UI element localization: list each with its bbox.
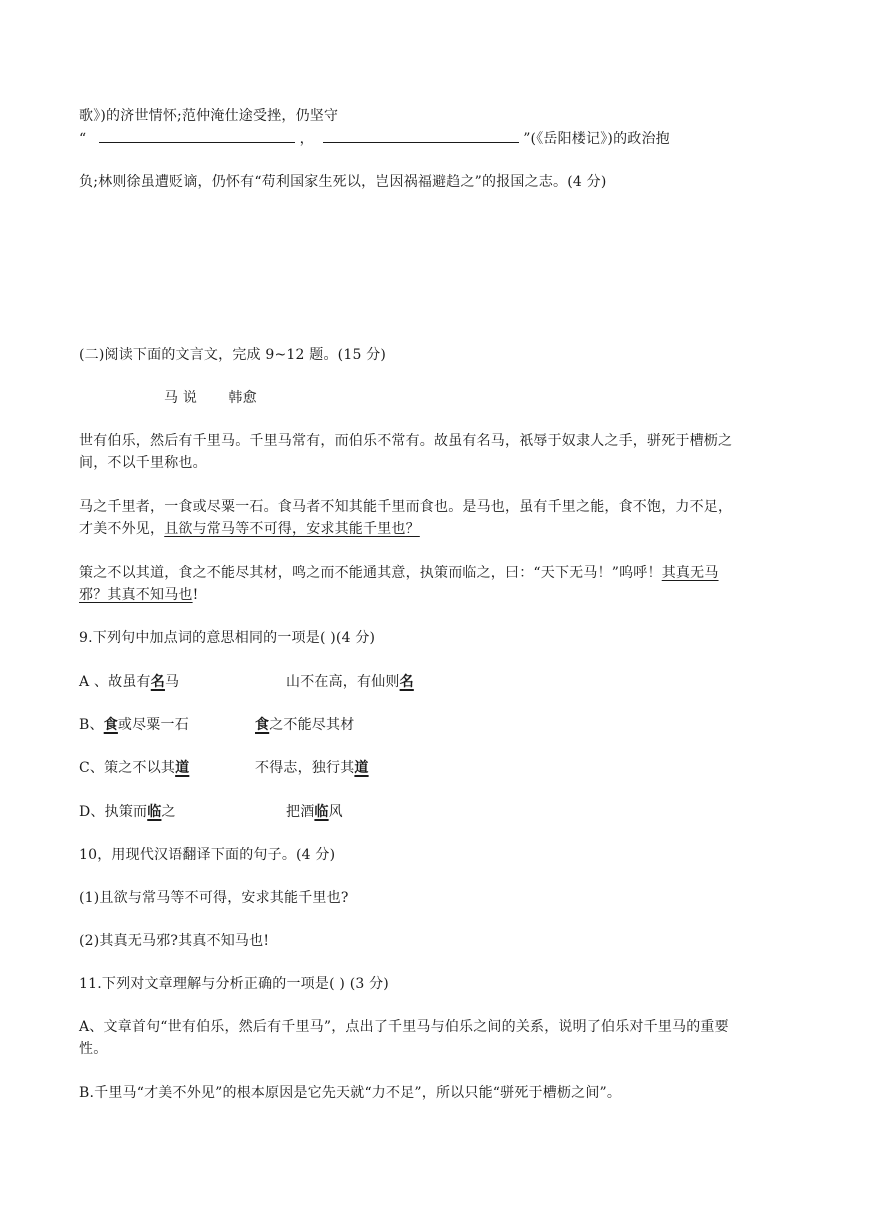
q9-b-left-post: 或尽粟一石: [117, 717, 189, 733]
q11-option-a-line-2: 性。: [79, 1041, 108, 1057]
q9-b-left-key: 食: [103, 717, 118, 733]
q11-option-b-line-1: B.千里马“才美不外见”的根本原因是它先天就“力不足”，所以只能“骈死于槽枥之间”。: [79, 1085, 622, 1101]
q9-option-c: [79, 758, 369, 778]
answer-blank-2[interactable]: [323, 128, 519, 143]
q9-a-left-key: 名: [150, 674, 165, 690]
open-quote: “: [79, 131, 87, 147]
q9-option-a: [79, 672, 414, 692]
fill-blank-line-3: 负;林则徐虽遭贬谪，仍怀有“苟利国家生死以，岂因祸福避趋之”的报国之志。(4 分): [79, 174, 607, 190]
q9-a-left-post: 马: [164, 674, 180, 690]
q10-stem: 10，用现代汉语翻译下面的句子。(4 分): [79, 847, 336, 863]
q11-stem: 11.下列对文章理解与分析正确的一项是( ) (3 分): [79, 976, 389, 992]
passage-p3-line-1: [79, 563, 719, 583]
passage-underlined-sentence-2a: 其真无马: [661, 565, 719, 581]
q9-a-left-pre: A 、故虽有: [79, 674, 151, 690]
q9-c-left-pre: C、策之不以其: [79, 760, 176, 776]
q9-d-right: 把酒临风: [286, 804, 343, 820]
answer-blank-1[interactable]: [99, 128, 295, 143]
passage-p2-plain: 才美不外见，: [79, 521, 165, 537]
essay-title-row: [164, 388, 257, 408]
q9-c-right: 不得志，独行其道: [255, 760, 369, 776]
fill-blank-line-2: [79, 128, 670, 149]
q9-stem: 9.下列句中加点词的意思相同的一项是( )(4 分): [79, 630, 376, 646]
q9-d-left-pre: D、执策而: [79, 804, 148, 820]
passage-p3-line-2: [79, 585, 198, 605]
passage-p3-end: !: [192, 587, 199, 603]
section-intro: (二)阅读下面的文言文，完成 9~12 题。(15 分): [79, 347, 387, 363]
q9-b-left-pre: B、: [79, 717, 104, 733]
q9-d-right-key: 临: [314, 804, 329, 820]
passage-p1-line-2: 间，不以千里称也。: [79, 455, 207, 471]
q9-a-right-key: 名: [399, 674, 414, 690]
blank-source: ”(《岳阳楼记》)的政治抱: [523, 131, 670, 147]
q9-d-left-key: 临: [147, 804, 162, 820]
passage-p2-line-1: 马之千里者，一食或尽粟一石。食马者不知其能千里而食也。是马也，虽有千里之能，食不饱，力不足，: [79, 499, 733, 515]
q9-option-b: [79, 715, 355, 735]
passage-underlined-sentence-1: 且欲与常马等不可得，安求其能千里也？: [164, 521, 420, 537]
q10-sentence-1: (1)且欲与常马等不可得，安求其能千里也?: [79, 890, 349, 906]
blank-comma: ，: [299, 131, 314, 147]
q11-option-a-line-1: A、文章首句“世有伯乐，然后有千里马”，点出了千里马与伯乐之间的关系，说明了伯乐对千里马的重要: [79, 1019, 729, 1035]
passage-p1-line-1: 世有伯乐，然后有千里马。千里马常有，而伯乐不常有。故虽有名马，祇辱于奴隶人之手，骈死于槽枥之: [79, 433, 733, 449]
fill-blank-line-1: 歌》)的济世情怀;范仲淹仕途受挫，仍坚守: [79, 108, 339, 124]
q9-b-right: 食之不能尽其材: [255, 717, 355, 733]
essay-author: 韩愈: [228, 390, 257, 406]
q9-a-right: 山不在高，有仙则名: [286, 674, 414, 690]
q9-option-d: D、执策而临之 把酒临风: [79, 804, 343, 820]
passage-underlined-sentence-2b: 邪？其真不知马也: [79, 587, 193, 603]
passage-p3-plain: 策之不以其道，食之不能尽其材，鸣之而不能通其意，执策而临之，曰：“天下无马！”呜呼！: [79, 565, 662, 581]
essay-title: 马 说: [164, 390, 198, 406]
q9-c-right-key: 道: [354, 760, 369, 776]
passage-p2-line-2: [79, 519, 420, 539]
q10-sentence-2: (2)其真无马邪?其真不知马也!: [79, 933, 270, 949]
q9-b-right-key: 食: [255, 717, 270, 733]
q9-c-left-key: 道: [175, 760, 190, 776]
